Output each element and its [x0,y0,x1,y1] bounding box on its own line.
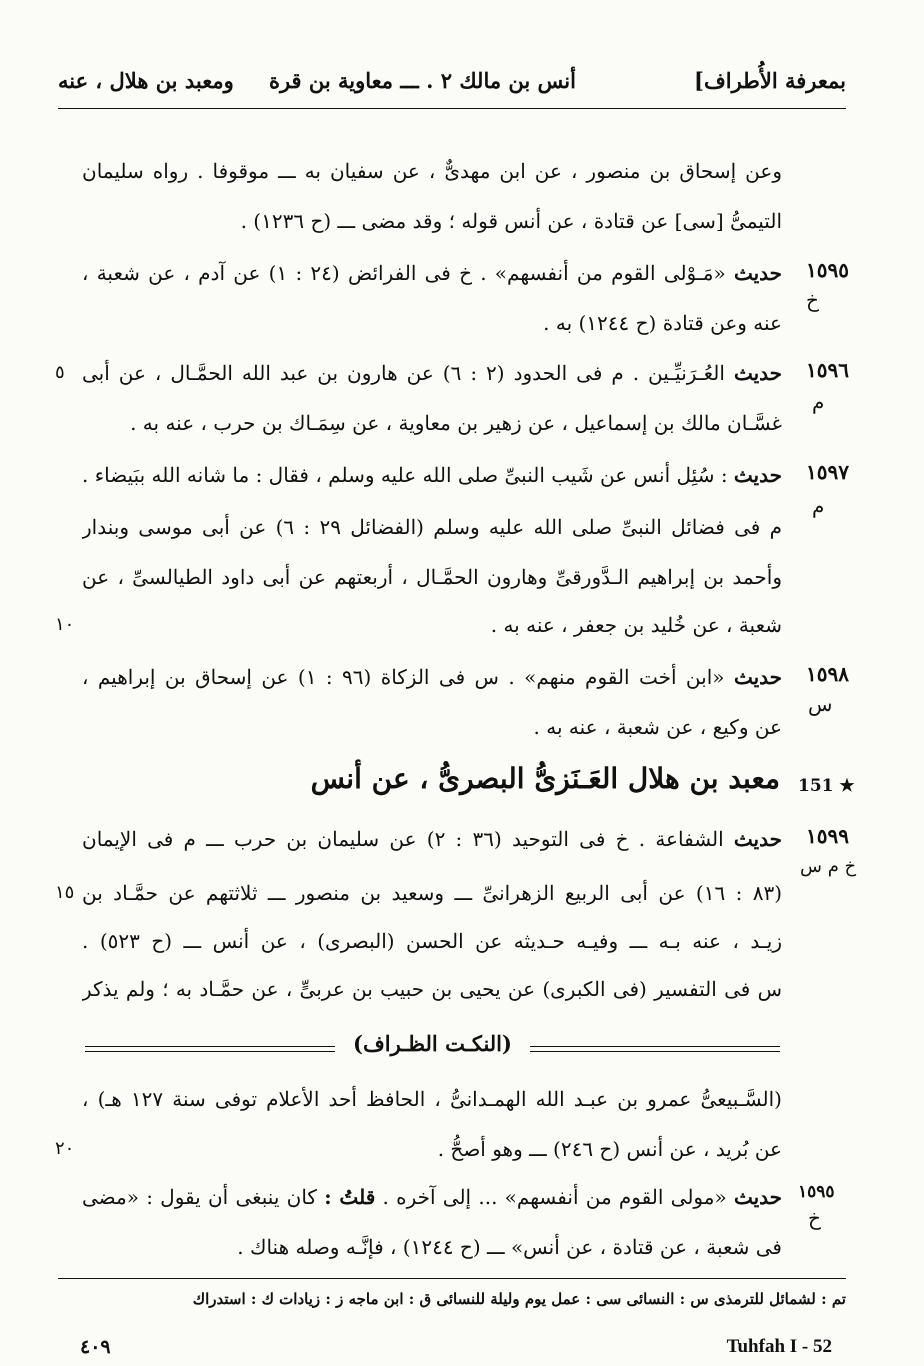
nukat-divider [85,1031,780,1059]
text-line: شعبة ، عن خُليد بن جعفر ، عنه به . [490,613,782,637]
text-line: التيمىُّ [سى] عن قتادة ، عن أنس قوله ؛ وقد مضى ـــ (ح ١٢٣٦) . [240,209,782,233]
text-line: عن وكيع ، عن شعبة ، عنه به . [533,715,782,739]
source-code: س [808,692,833,716]
signature-mark: Tuhfah I - 52 [726,1336,832,1357]
star-icon: ★ [839,776,855,796]
hadith-keyword: حديث [733,665,782,689]
text-line: وعن إسحاق بن منصور ، عن ابن مهدىٌّ ، عن سفيان به ـــ موقوفا . رواه سليمان [82,159,782,183]
abbreviations-footer: تم : لشمائل للترمذى س : النسائى سى : عمل يوم وليلة للنسائى ق : ابن ماجه ز : زيادات ك : استدراك [192,1290,846,1308]
hadith-keyword: حديث [733,361,782,385]
divider-title: (النكـت الظـراف) [353,1031,512,1056]
source-code: خ [806,288,819,312]
hadith-keyword: حديث [733,463,782,487]
entry-number: ١٥٩٨ [806,662,849,686]
hadith-keyword: حديث [733,261,782,285]
text-line: حديث «ابن أخت القوم منهم» . س فى الزكاة (٩٦ : ١) عن إسحاق بن إبراهيم ، [82,665,782,689]
source-code: م [812,494,825,518]
header-right: بمعرفة الأُطراف] [694,68,846,93]
margin-line-number: ٥ [55,362,65,383]
entry-number: ١٥٩٥ [806,258,849,282]
header-left: ومعبد بن هلال ، عنه [58,68,234,93]
source-code: خ [808,1206,821,1230]
text-line: فى شعبة ، عن قتادة ، عن أنس» ـــ (ح ١٢٤٤) ، فإنَّـه وصله هناك . [237,1235,782,1259]
page-number: ٤٠٩ [80,1336,111,1358]
source-code: م [812,390,825,414]
header-rule [58,108,846,109]
text-line: س فى التفسير (فى الكبرى) عن يحيى بن حبيب بن عربىٍّ ، عن حمَّـاد به ؛ ولم يذكر [82,977,782,1001]
section-number: 151 ★ [798,776,855,796]
source-code: خ م س [800,856,857,877]
text-line: حديث «مولى القوم من أنفسهم» ... إلى آخره . قلتُ : كان ينبغى أن يقول : «مضى [82,1185,782,1209]
entry-number: ١٥٩٦ [806,358,849,382]
entry-number: ١٥٩٩ [806,824,849,848]
margin-line-number: ١٠ [55,614,75,635]
text-line: وأحمد بن إبراهيم الـدَّورقىِّ وهارون الحمَّـال ، أربعتهم عن أبى داود الطيالسىِّ ، عن [82,565,782,589]
hadith-keyword: حديث [733,1185,782,1209]
text-line: حديث العُـرَنيِّـين . م فى الحدود (٢ : ٦) عن هارون بن عبد الله الحمَّـال ، عن أبى [82,361,782,385]
text-line: (٨٣ : ١٦) عن أبى الربيع الزهرانىِّ ـــ وسعيد بن منصور ـــ ثلاثتهم عن حمَّـاد بن [82,881,782,905]
hadith-keyword: حديث [733,827,782,851]
text-line: عن بُريد ، عن أنس (ح ٢٤٦) ـــ وهو أصحُّ . [437,1137,782,1161]
text-line: حديث «مَـوْلى القوم من أنفسهم» . خ فى الفرائض (٢٤ : ١) عن آدم ، عن شعبة ، [82,261,782,285]
text-line: حديث الشفاعة . خ فى التوحيد (٣٦ : ٢) عن سليمان بن حرب ـــ م فى الإيمان [82,827,782,851]
text-line: عنه وعن قتادة (ح ١٢٤٤) به . [543,311,782,335]
text-line: (السَّـبيعىُّ عمرو بن عبـد الله الهمـدانىُّ ، الحافظ أحد الأعلام توفى سنة ١٢٧ هـ) ، [82,1087,782,1111]
margin-line-number: ١٥ [55,882,75,903]
text-line: غسَّـان مالك بن إسماعيل ، عن زهير بن معاوية ، عن سِمَـاك بن حرب ، عنه به . [130,411,782,435]
header-center: أنس بن مالك ۲ . ـــ معاوية بن قرة [268,68,576,93]
running-header [58,62,846,102]
footer-rule [58,1278,846,1279]
text-line: م فى فضائل النبىِّ صلى الله عليه وسلم (الفضائل ٢٩ : ٦) عن أبى موسى وبندار [82,515,782,539]
section-heading: معبد بن هلال العَـنَزىُّ البصرىُّ ، عن أنس [310,762,780,795]
entry-number: ١٥٩٥ [798,1182,835,1202]
qultu-label: قلتُ : [324,1185,376,1209]
text-line: حديث : سُئِل أنس عن شَيب النبىِّ صلى الله عليه وسلم ، فقال : ما شانه الله ببَيضاء . [82,463,782,487]
margin-line-number: ٢٠ [55,1138,75,1159]
entry-number: ١٥٩٧ [806,460,849,484]
text-line: زيـد ، عنه بـه ـــ وفيـه حـديثه عن الحسن (البصرى) ، عن أنس ـــ (ح ٥٢٣) . [82,929,782,953]
